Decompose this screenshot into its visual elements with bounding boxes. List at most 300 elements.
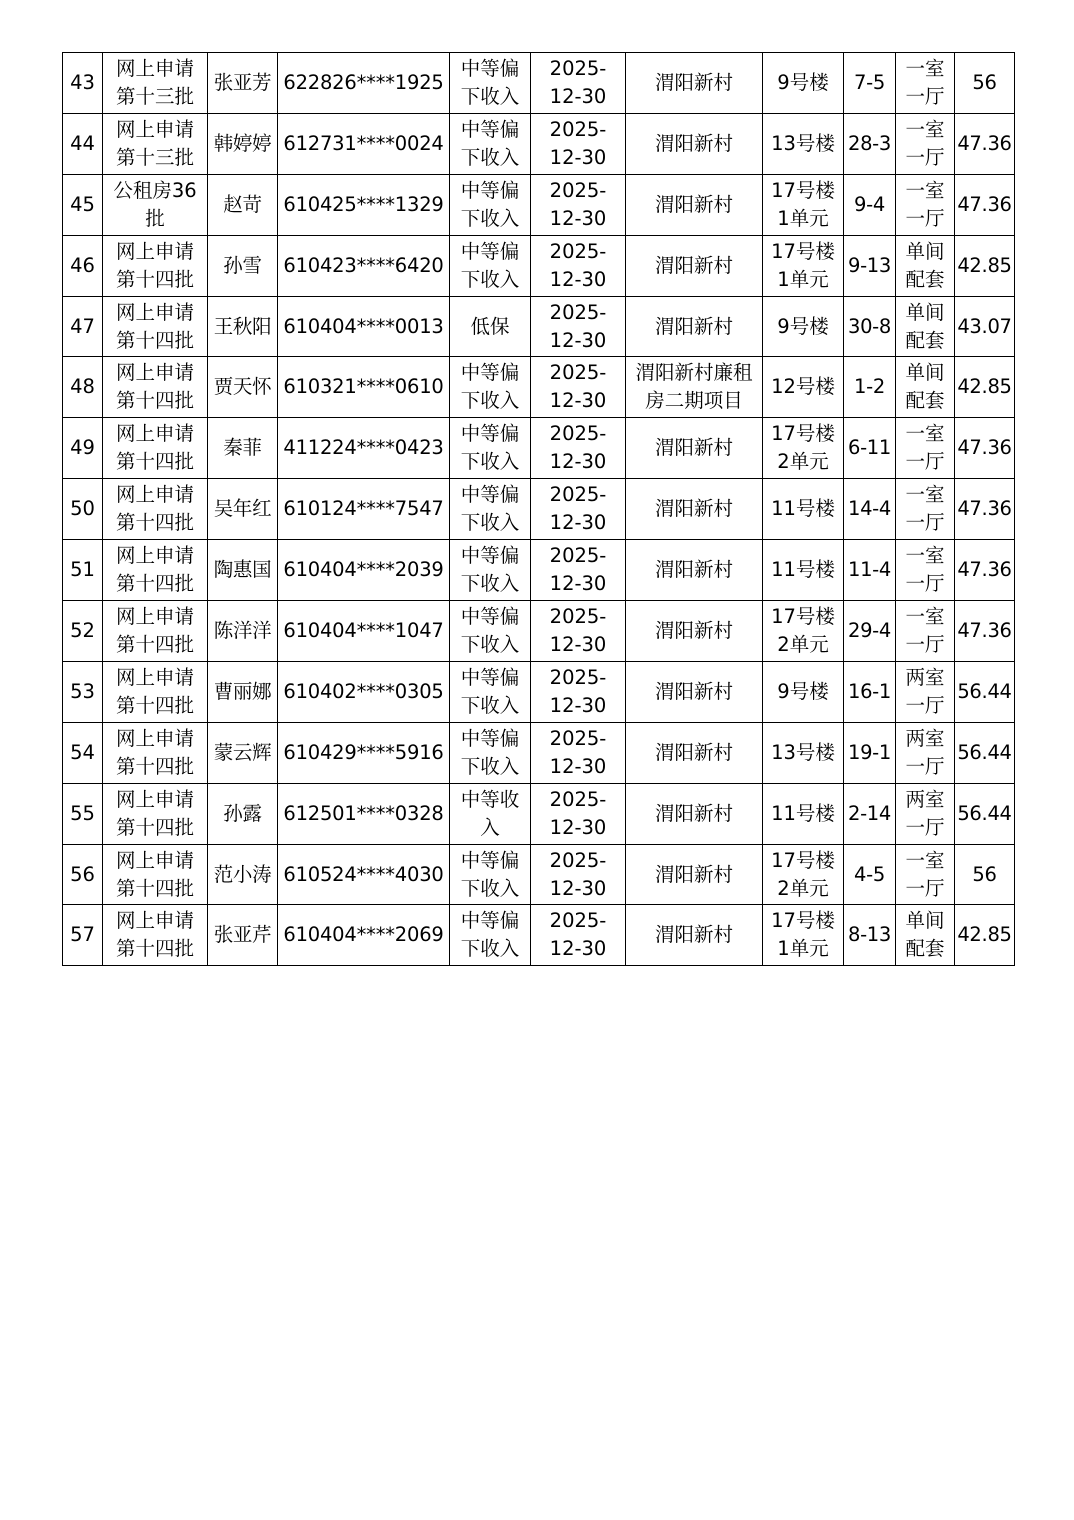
date-line: 2025- [549, 117, 607, 141]
income-type-line: 下收入 [460, 206, 520, 230]
income-type-line: 低保 [470, 314, 510, 338]
building-line: 17号楼 [771, 604, 835, 628]
applicant-name-cell: 范小涛 [208, 844, 278, 905]
row-number-cell: 56 [63, 844, 103, 905]
area-cell: 56.44 [955, 722, 1015, 783]
layout-line: 一厅 [905, 511, 945, 535]
batch-line: 第十四批 [115, 632, 194, 656]
date-line: 12-30 [549, 450, 607, 474]
unit-number-cell: 1-2 [844, 357, 896, 418]
income-type-line: 中等偏 [460, 604, 520, 628]
batch-cell [103, 357, 208, 418]
layout-line: 一厅 [905, 815, 945, 839]
row-number-cell: 52 [63, 601, 103, 662]
table-row [63, 601, 1015, 662]
applicant-name-cell: 孙雪 [208, 235, 278, 296]
applicant-name-cell: 张亚芳 [208, 53, 278, 114]
building-cell [763, 722, 844, 783]
area-cell: 42.85 [955, 357, 1015, 418]
date-line: 12-30 [549, 145, 607, 169]
unit-number-cell: 28-3 [844, 113, 896, 174]
building-line: 12号楼 [771, 375, 835, 399]
row-number-cell: 55 [63, 783, 103, 844]
row-number-cell: 53 [63, 661, 103, 722]
area-cell: 47.36 [955, 479, 1015, 540]
date-cell [531, 783, 626, 844]
project-line: 渭阳新村廉租 [635, 361, 753, 385]
income-type-cell [450, 783, 531, 844]
project-cell [626, 235, 763, 296]
layout-line: 配套 [905, 389, 945, 413]
date-line: 2025- [549, 909, 607, 933]
date-line: 12-30 [549, 754, 607, 778]
layout-line: 一厅 [905, 632, 945, 656]
area-cell: 47.36 [955, 113, 1015, 174]
batch-line: 第十三批 [115, 84, 194, 108]
income-type-line: 中等偏 [460, 361, 520, 385]
building-cell [763, 53, 844, 114]
layout-line: 配套 [905, 937, 945, 961]
layout-cell [896, 296, 955, 357]
id-number-cell: 612501****0328 [278, 783, 450, 844]
date-cell [531, 235, 626, 296]
income-type-cell [450, 113, 531, 174]
id-number-cell: 411224****0423 [278, 418, 450, 479]
table-row [63, 905, 1015, 966]
applicant-name-cell: 陶惠国 [208, 540, 278, 601]
project-line: 渭阳新村 [654, 618, 733, 642]
batch-line: 第十四批 [115, 754, 194, 778]
id-number-cell: 610425****1329 [278, 174, 450, 235]
project-cell [626, 601, 763, 662]
layout-cell [896, 661, 955, 722]
building-line: 17号楼 [771, 178, 835, 202]
batch-line: 第十四批 [115, 450, 194, 474]
income-type-line: 下收入 [460, 267, 520, 291]
layout-line: 两室 [905, 665, 945, 689]
building-line: 17号楼 [771, 422, 835, 446]
layout-line: 一厅 [905, 876, 945, 900]
project-cell [626, 661, 763, 722]
building-cell [763, 357, 844, 418]
date-cell [531, 296, 626, 357]
date-line: 12-30 [549, 572, 607, 596]
batch-line: 网上申请 [115, 117, 194, 141]
building-line: 2单元 [777, 876, 829, 900]
building-line: 1单元 [777, 267, 829, 291]
layout-line: 单间 [905, 361, 945, 385]
unit-number-cell: 14-4 [844, 479, 896, 540]
date-line: 2025- [549, 300, 607, 324]
income-type-cell [450, 722, 531, 783]
table-body [63, 53, 1015, 966]
date-line: 2025- [549, 422, 607, 446]
batch-line: 第十三批 [115, 145, 194, 169]
table-row [63, 844, 1015, 905]
date-cell [531, 905, 626, 966]
applicant-name-cell: 王秋阳 [208, 296, 278, 357]
date-cell [531, 357, 626, 418]
id-number-cell: 622826****1925 [278, 53, 450, 114]
layout-line: 一厅 [905, 450, 945, 474]
id-number-cell: 610404****1047 [278, 601, 450, 662]
unit-number-cell: 4-5 [844, 844, 896, 905]
applicant-name-cell: 蒙云辉 [208, 722, 278, 783]
project-line: 渭阳新村 [654, 923, 733, 947]
building-line: 9号楼 [777, 679, 829, 703]
batch-line: 第十四批 [115, 389, 194, 413]
layout-line: 单间 [905, 239, 945, 263]
batch-line: 第十四批 [115, 267, 194, 291]
applicant-name-cell: 韩婷婷 [208, 113, 278, 174]
project-cell [626, 418, 763, 479]
batch-line: 第十四批 [115, 572, 194, 596]
batch-cell [103, 844, 208, 905]
unit-number-cell: 19-1 [844, 722, 896, 783]
batch-cell [103, 174, 208, 235]
income-type-line: 下收入 [460, 450, 520, 474]
building-cell [763, 174, 844, 235]
date-line: 12-30 [549, 206, 607, 230]
project-cell [626, 783, 763, 844]
income-type-cell [450, 357, 531, 418]
income-type-line: 中等偏 [460, 117, 520, 141]
income-type-cell [450, 479, 531, 540]
batch-cell [103, 661, 208, 722]
housing-allocation-table [62, 52, 1015, 966]
income-type-cell [450, 844, 531, 905]
layout-line: 一厅 [905, 145, 945, 169]
applicant-name-cell: 吴年红 [208, 479, 278, 540]
project-line: 渭阳新村 [654, 314, 733, 338]
income-type-cell [450, 601, 531, 662]
layout-line: 一厅 [905, 754, 945, 778]
unit-number-cell: 2-14 [844, 783, 896, 844]
row-number-cell: 45 [63, 174, 103, 235]
batch-line: 网上申请 [115, 787, 194, 811]
date-line: 2025- [549, 848, 607, 872]
area-cell: 56.44 [955, 661, 1015, 722]
income-type-line: 下收入 [460, 754, 520, 778]
date-line: 2025- [549, 665, 607, 689]
date-line: 2025- [549, 178, 607, 202]
layout-line: 一室 [905, 604, 945, 628]
unit-number-cell: 9-13 [844, 235, 896, 296]
date-line: 12-30 [549, 84, 607, 108]
area-cell: 42.85 [955, 235, 1015, 296]
income-type-line: 下收入 [460, 511, 520, 535]
table-row [63, 661, 1015, 722]
income-type-line: 中等偏 [460, 665, 520, 689]
date-cell [531, 418, 626, 479]
date-cell [531, 844, 626, 905]
area-cell: 56 [955, 844, 1015, 905]
layout-line: 一室 [905, 422, 945, 446]
income-type-line: 下收入 [460, 937, 520, 961]
building-line: 11号楼 [771, 558, 835, 582]
income-type-line: 中等偏 [460, 178, 520, 202]
income-type-line: 中等偏 [460, 544, 520, 568]
row-number-cell: 49 [63, 418, 103, 479]
project-line: 渭阳新村 [654, 558, 733, 582]
row-number-cell: 54 [63, 722, 103, 783]
batch-line: 网上申请 [115, 544, 194, 568]
layout-cell [896, 53, 955, 114]
project-line: 渭阳新村 [654, 253, 733, 277]
batch-line: 网上申请 [115, 909, 194, 933]
date-cell [531, 174, 626, 235]
row-number-cell: 51 [63, 540, 103, 601]
layout-line: 一室 [905, 483, 945, 507]
layout-line: 一室 [905, 178, 945, 202]
project-cell [626, 113, 763, 174]
id-number-cell: 610321****0610 [278, 357, 450, 418]
project-line: 渭阳新村 [654, 862, 733, 886]
project-cell [626, 53, 763, 114]
unit-number-cell: 11-4 [844, 540, 896, 601]
date-line: 12-30 [549, 389, 607, 413]
batch-cell [103, 601, 208, 662]
table-row [63, 783, 1015, 844]
row-number-cell: 50 [63, 479, 103, 540]
layout-cell [896, 844, 955, 905]
date-line: 12-30 [549, 693, 607, 717]
batch-cell [103, 722, 208, 783]
batch-line: 网上申请 [115, 239, 194, 263]
income-type-line: 入 [480, 815, 500, 839]
layout-line: 两室 [905, 726, 945, 750]
layout-line: 一室 [905, 117, 945, 141]
income-type-line: 下收入 [460, 389, 520, 413]
layout-line: 一厅 [905, 572, 945, 596]
building-line: 1单元 [777, 937, 829, 961]
batch-line: 第十四批 [115, 937, 194, 961]
batch-line: 网上申请 [115, 848, 194, 872]
applicant-name-cell: 秦菲 [208, 418, 278, 479]
date-line: 2025- [549, 56, 607, 80]
income-type-line: 下收入 [460, 876, 520, 900]
project-line: 渭阳新村 [654, 740, 733, 764]
batch-cell [103, 53, 208, 114]
batch-cell [103, 905, 208, 966]
date-line: 2025- [549, 604, 607, 628]
batch-line: 网上申请 [115, 422, 194, 446]
id-number-cell: 610404****0013 [278, 296, 450, 357]
area-cell: 56 [955, 53, 1015, 114]
date-cell [531, 601, 626, 662]
income-type-line: 中等偏 [460, 239, 520, 263]
row-number-cell: 57 [63, 905, 103, 966]
layout-line: 配套 [905, 267, 945, 291]
income-type-line: 下收入 [460, 572, 520, 596]
income-type-line: 中等偏 [460, 483, 520, 507]
id-number-cell: 610524****4030 [278, 844, 450, 905]
unit-number-cell: 29-4 [844, 601, 896, 662]
applicant-name-cell: 孙露 [208, 783, 278, 844]
unit-number-cell: 6-11 [844, 418, 896, 479]
row-number-cell: 48 [63, 357, 103, 418]
area-cell: 47.36 [955, 418, 1015, 479]
table-row [63, 418, 1015, 479]
layout-line: 单间 [905, 909, 945, 933]
applicant-name-cell: 贾天怀 [208, 357, 278, 418]
table-row [63, 296, 1015, 357]
batch-cell [103, 479, 208, 540]
building-cell [763, 479, 844, 540]
building-line: 9号楼 [777, 70, 829, 94]
income-type-cell [450, 174, 531, 235]
building-cell [763, 661, 844, 722]
project-line: 渭阳新村 [654, 192, 733, 216]
project-line: 房二期项目 [645, 389, 743, 413]
project-line: 渭阳新村 [654, 679, 733, 703]
layout-line: 一室 [905, 56, 945, 80]
batch-line: 公租房36 [113, 178, 197, 202]
layout-cell [896, 479, 955, 540]
layout-line: 配套 [905, 328, 945, 352]
project-line: 渭阳新村 [654, 436, 733, 460]
date-line: 2025- [549, 544, 607, 568]
applicant-name-cell: 陈洋洋 [208, 601, 278, 662]
table-row [63, 53, 1015, 114]
date-line: 12-30 [549, 511, 607, 535]
id-number-cell: 610429****5916 [278, 722, 450, 783]
building-cell [763, 601, 844, 662]
date-cell [531, 540, 626, 601]
building-cell [763, 783, 844, 844]
date-line: 2025- [549, 726, 607, 750]
income-type-cell [450, 418, 531, 479]
building-line: 13号楼 [771, 131, 835, 155]
layout-line: 一室 [905, 848, 945, 872]
area-cell: 43.07 [955, 296, 1015, 357]
layout-cell [896, 783, 955, 844]
batch-line: 第十四批 [115, 693, 194, 717]
layout-line: 两室 [905, 787, 945, 811]
layout-cell [896, 540, 955, 601]
income-type-line: 下收入 [460, 693, 520, 717]
project-cell [626, 722, 763, 783]
table-row [63, 479, 1015, 540]
id-number-cell: 610124****7547 [278, 479, 450, 540]
layout-line: 单间 [905, 300, 945, 324]
layout-cell [896, 722, 955, 783]
building-line: 1单元 [777, 206, 829, 230]
batch-cell [103, 235, 208, 296]
income-type-line: 中等偏 [460, 56, 520, 80]
batch-line: 第十四批 [115, 815, 194, 839]
batch-cell [103, 296, 208, 357]
layout-line: 一室 [905, 544, 945, 568]
date-line: 2025- [549, 483, 607, 507]
date-cell [531, 722, 626, 783]
date-line: 12-30 [549, 876, 607, 900]
batch-line: 第十四批 [115, 511, 194, 535]
id-number-cell: 610404****2069 [278, 905, 450, 966]
area-cell: 42.85 [955, 905, 1015, 966]
project-line: 渭阳新村 [654, 70, 733, 94]
layout-line: 一厅 [905, 693, 945, 717]
batch-line: 网上申请 [115, 604, 194, 628]
table-row [63, 357, 1015, 418]
project-cell [626, 844, 763, 905]
building-cell [763, 844, 844, 905]
batch-cell [103, 418, 208, 479]
table-row [63, 174, 1015, 235]
batch-line: 网上申请 [115, 726, 194, 750]
batch-line: 第十四批 [115, 876, 194, 900]
building-line: 17号楼 [771, 239, 835, 263]
applicant-name-cell: 张亚芹 [208, 905, 278, 966]
applicant-name-cell: 曹丽娜 [208, 661, 278, 722]
batch-line: 批 [145, 206, 165, 230]
building-cell [763, 905, 844, 966]
building-line: 11号楼 [771, 801, 835, 825]
applicant-name-cell: 赵苛 [208, 174, 278, 235]
table-row [63, 113, 1015, 174]
building-line: 11号楼 [771, 497, 835, 521]
income-type-line: 下收入 [460, 632, 520, 656]
income-type-line: 中等收 [460, 787, 520, 811]
layout-cell [896, 235, 955, 296]
income-type-cell [450, 540, 531, 601]
project-line: 渭阳新村 [654, 131, 733, 155]
project-cell [626, 540, 763, 601]
table-row [63, 540, 1015, 601]
building-line: 2单元 [777, 632, 829, 656]
layout-cell [896, 174, 955, 235]
project-cell [626, 296, 763, 357]
layout-cell [896, 357, 955, 418]
unit-number-cell: 7-5 [844, 53, 896, 114]
project-line: 渭阳新村 [654, 497, 733, 521]
income-type-line: 中等偏 [460, 848, 520, 872]
income-type-cell [450, 296, 531, 357]
income-type-cell [450, 235, 531, 296]
income-type-line: 下收入 [460, 145, 520, 169]
project-cell [626, 905, 763, 966]
id-number-cell: 610404****2039 [278, 540, 450, 601]
layout-line: 一厅 [905, 84, 945, 108]
building-line: 2单元 [777, 450, 829, 474]
layout-cell [896, 113, 955, 174]
area-cell: 56.44 [955, 783, 1015, 844]
building-cell [763, 235, 844, 296]
id-number-cell: 610402****0305 [278, 661, 450, 722]
income-type-line: 中等偏 [460, 726, 520, 750]
date-line: 12-30 [549, 815, 607, 839]
date-cell [531, 113, 626, 174]
project-cell [626, 174, 763, 235]
building-cell [763, 113, 844, 174]
area-cell: 47.36 [955, 174, 1015, 235]
date-line: 12-30 [549, 267, 607, 291]
table-row [63, 235, 1015, 296]
unit-number-cell: 9-4 [844, 174, 896, 235]
row-number-cell: 47 [63, 296, 103, 357]
project-cell [626, 479, 763, 540]
income-type-line: 中等偏 [460, 909, 520, 933]
date-line: 2025- [549, 361, 607, 385]
batch-line: 网上申请 [115, 665, 194, 689]
project-line: 渭阳新村 [654, 801, 733, 825]
building-line: 17号楼 [771, 848, 835, 872]
date-line: 12-30 [549, 328, 607, 352]
batch-line: 网上申请 [115, 361, 194, 385]
date-cell [531, 661, 626, 722]
building-cell [763, 540, 844, 601]
date-cell [531, 479, 626, 540]
